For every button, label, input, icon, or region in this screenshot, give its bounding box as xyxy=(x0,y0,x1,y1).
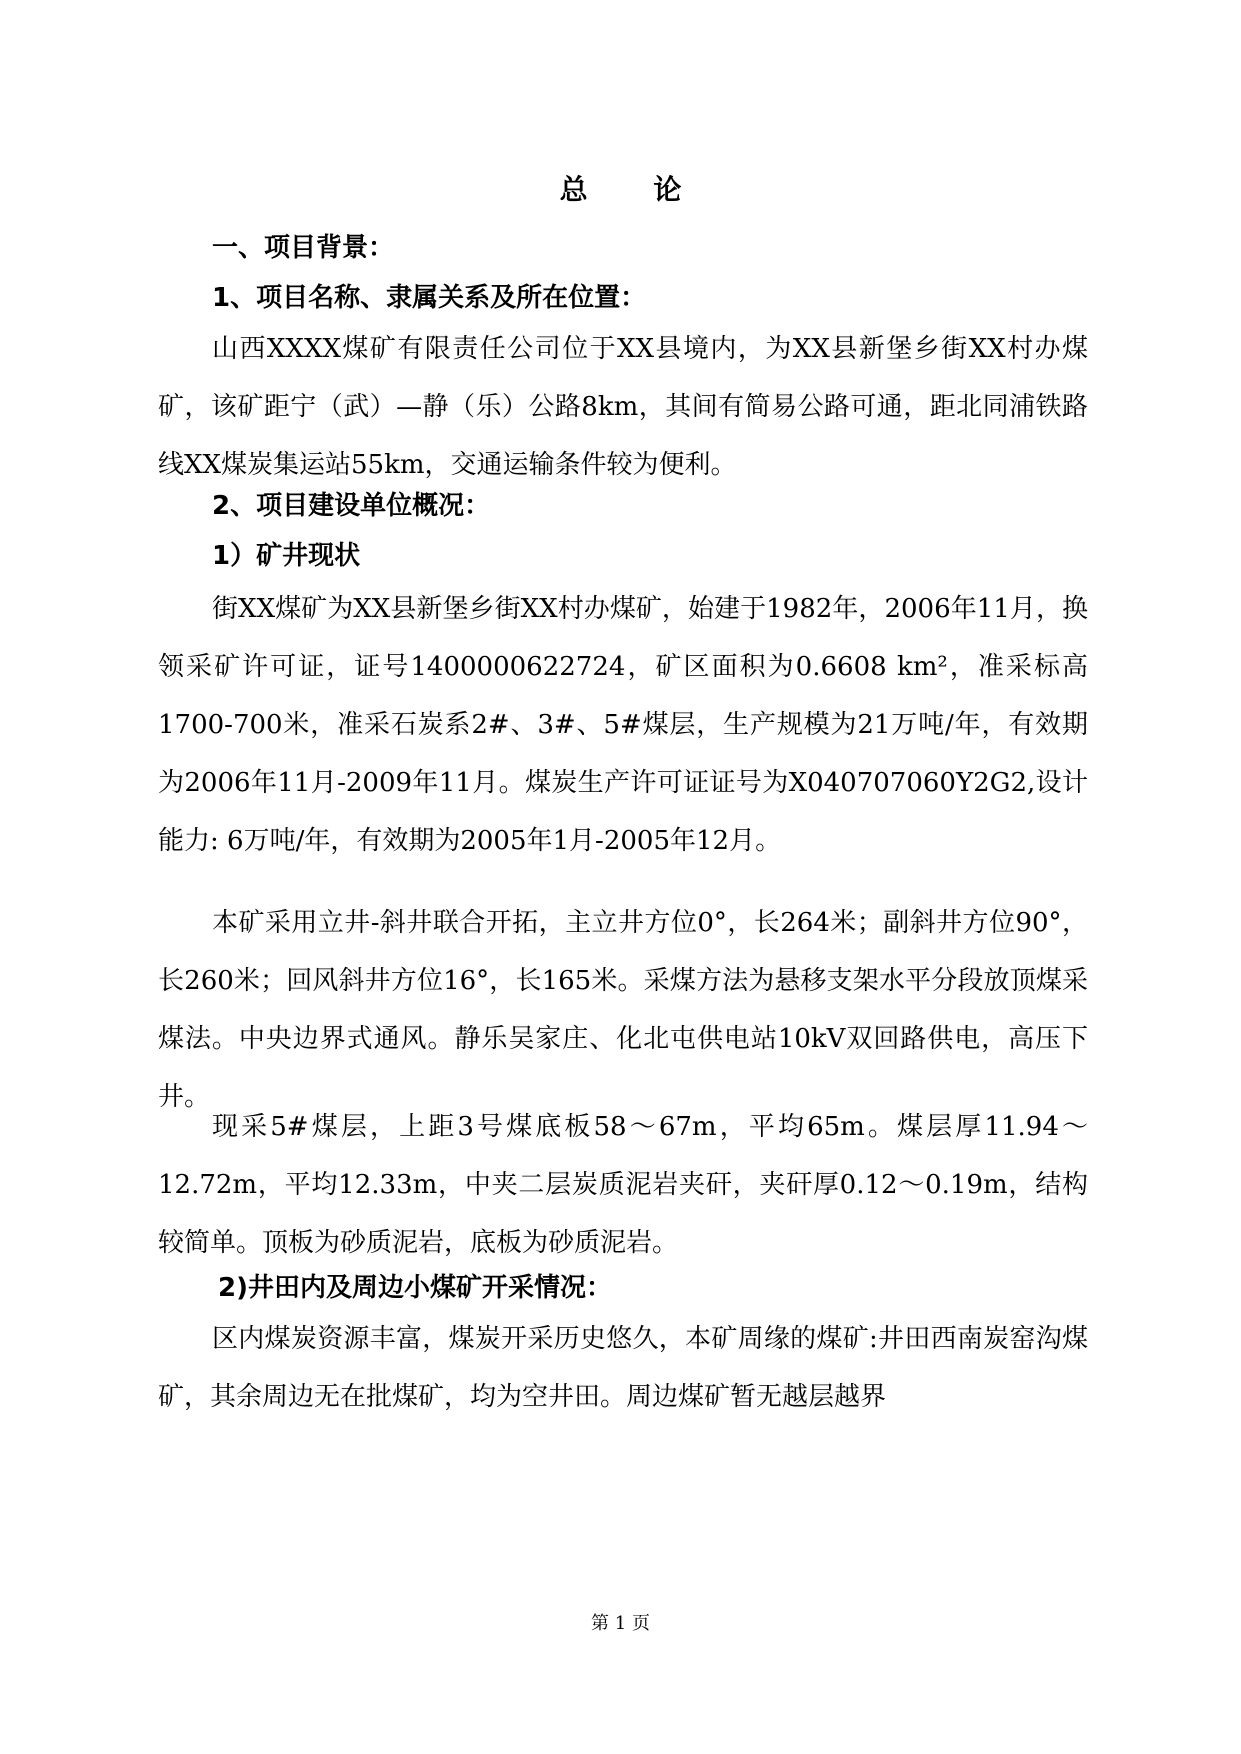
paragraph-development: 本矿采用立井-斜井联合开拓，主立井方位0°，长264米；副斜井方位90°，长260米；回风斜井方位16°，长165米。采煤方法为悬移支架水平分段放顶煤采煤法。中央边界式通风。静乐吴家庄、化北屯供电站10kV双回路供电，高压下井。 xyxy=(158,908,1088,1112)
paragraph-location: 山西XXXX煤矿有限责任公司位于XX县境内，为XX县新堡乡街XX村办煤矿，该矿距宁（武）—静（乐）公路8km，其间有简易公路可通，距北同浦铁路线XX煤炭集运站55km，交通运输条件较为便利。 xyxy=(158,334,1088,480)
heading-project-background: 一、项目背景： xyxy=(212,233,395,263)
paragraph-mine-status: 街XX煤矿为XX县新堡乡街XX村办煤矿，始建于1982年，2006年11月，换领采矿许可证，证号1400000622724，矿区面积为0.6608 km²，准采标高1700-700米，准采石炭系2#、3#、5#煤层，生产规模为21万吨/年，有效期为2006年11月-2009年11月。煤炭生产许可证证号为X040707060Y2G2,设计能力: 6万吨/年，有效期为2005年1月-2005年12月。 xyxy=(158,594,1088,856)
heading-project-name-location: 1、项目名称、隶属关系及所在位置： xyxy=(212,283,647,313)
paragraph-surrounding-mines: 区内煤炭资源丰富，煤炭开采历史悠久，本矿周缘的煤矿:井田西南炭窑沟煤矿，其余周边无在批煤矿，均为空井田。周边煤矿暂无越层越界 xyxy=(158,1324,1088,1412)
page-number: 第 1 页 xyxy=(591,1613,650,1634)
heading-surrounding-mines: 2)井田内及周边小煤矿开采情况： xyxy=(218,1273,612,1303)
heading-mine-status: 1）矿井现状 xyxy=(212,541,361,571)
heading-unit-overview: 2、项目建设单位概况： xyxy=(212,491,491,521)
paragraph-coal-seam: 现采5#煤层，上距3号煤底板58～67m，平均65m。煤层厚11.94～12.72m，平均12.33m，中夹二层炭质泥岩夹矸，夹矸厚0.12～0.19m，结构较简单。顶板为砂质泥岩，底板为砂质泥岩。 xyxy=(158,1112,1088,1258)
document-title: 总 论 xyxy=(559,173,710,206)
